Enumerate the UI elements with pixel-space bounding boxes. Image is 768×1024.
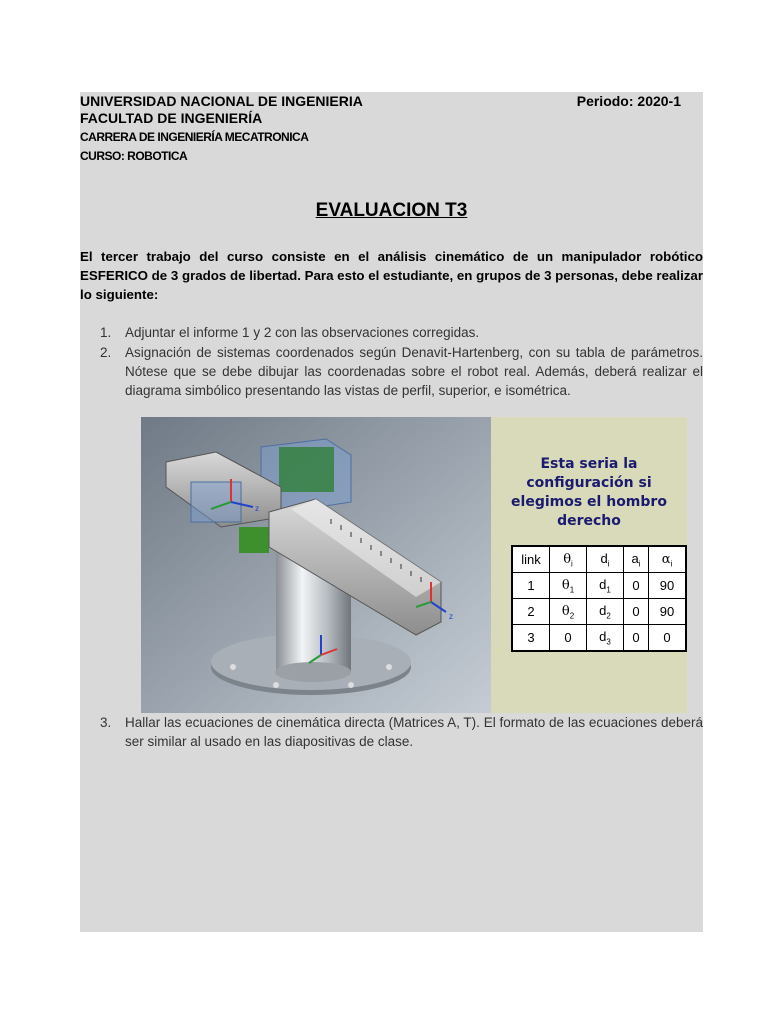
list-item-text: Asignación de sistemas coordenados según Denavit-Hartenberg, con su tabla de parámetros. Nótese que se debe dibujar las coordenadas sobre el robot real. Además, deberá realizar el diagrama simbólico presentando las vistas de perfil, superior, e isométrica. (125, 345, 703, 398)
table-header-cell: link (512, 546, 550, 573)
table-header-cell: $d_i$ (587, 546, 624, 573)
figure-caption (491, 455, 687, 531)
list-item-number: 2. (100, 345, 112, 360)
robot-render-image (141, 417, 491, 713)
course-name: CURSO: ROBOTICA (80, 149, 188, 163)
table-header-cell: $\alpha_i$ (649, 546, 687, 573)
table-row (512, 625, 686, 652)
list-item-text: Adjuntar el informe 1 y 2 con las observaciones corregidas. (125, 325, 480, 340)
table-row (512, 573, 686, 599)
list-item-number: 1. (100, 325, 112, 340)
page-title: EVALUACION T3 (315, 200, 468, 221)
table-cell: 3 (512, 625, 550, 652)
dh-parameter-table (511, 545, 687, 652)
career-name: CARRERA DE INGENIERÍA MECATRONICA (80, 130, 309, 144)
caption-line: configuración si (526, 475, 652, 491)
table-cell: 0 (624, 599, 649, 625)
caption-line: elegimos el hombro (511, 494, 667, 510)
table-cell: 0 (649, 625, 687, 652)
table-cell: $d_1$ (587, 573, 624, 599)
table-cell: $\theta_1$ (550, 573, 587, 599)
faculty-name: FACULTAD DE INGENIERÍA (80, 110, 263, 126)
list-item-number: 3. (100, 715, 112, 730)
table-cell: 0 (624, 573, 649, 599)
table-cell: $\theta_2$ (550, 599, 587, 625)
university-name: UNIVERSIDAD NACIONAL DE INGENIERIA (80, 93, 363, 109)
table-row (512, 599, 686, 625)
caption-line: derecho (557, 513, 621, 529)
table-cell: 2 (512, 599, 550, 625)
table-cell: 90 (649, 599, 687, 625)
table-cell: 90 (649, 573, 687, 599)
table-cell: $d_2$ (587, 599, 624, 625)
table-header-cell: $\theta_i$ (550, 546, 587, 573)
list-item-text: Hallar las ecuaciones de cinemática directa (Matrices A, T). El formato de las ecuaciones deberá ser similar al usado en las diapositivas de clase. (125, 715, 703, 749)
table-header-row (512, 546, 686, 573)
table-cell: 1 (512, 573, 550, 599)
table-cell: 0 (550, 625, 587, 652)
robot-figure (141, 417, 687, 713)
table-cell: 0 (624, 625, 649, 652)
z-axis-label: z (449, 612, 453, 621)
intro-paragraph: El tercer trabajo del curso consiste en el análisis cinemático de un manipulador robótico ESFERICO de 3 grados de libertad. Para esto el estudiante, en grupos de 3 personas, debe realizar lo siguiente: (80, 249, 703, 302)
table-header-cell: $a_i$ (624, 546, 649, 573)
dh-panel (491, 417, 687, 713)
document-page (80, 92, 703, 932)
period-label: Periodo: 2020-1 (576, 93, 681, 109)
caption-line: Esta seria la (540, 456, 638, 472)
table-cell: $d_3$ (587, 625, 624, 652)
z-axis-label: z (255, 504, 259, 513)
